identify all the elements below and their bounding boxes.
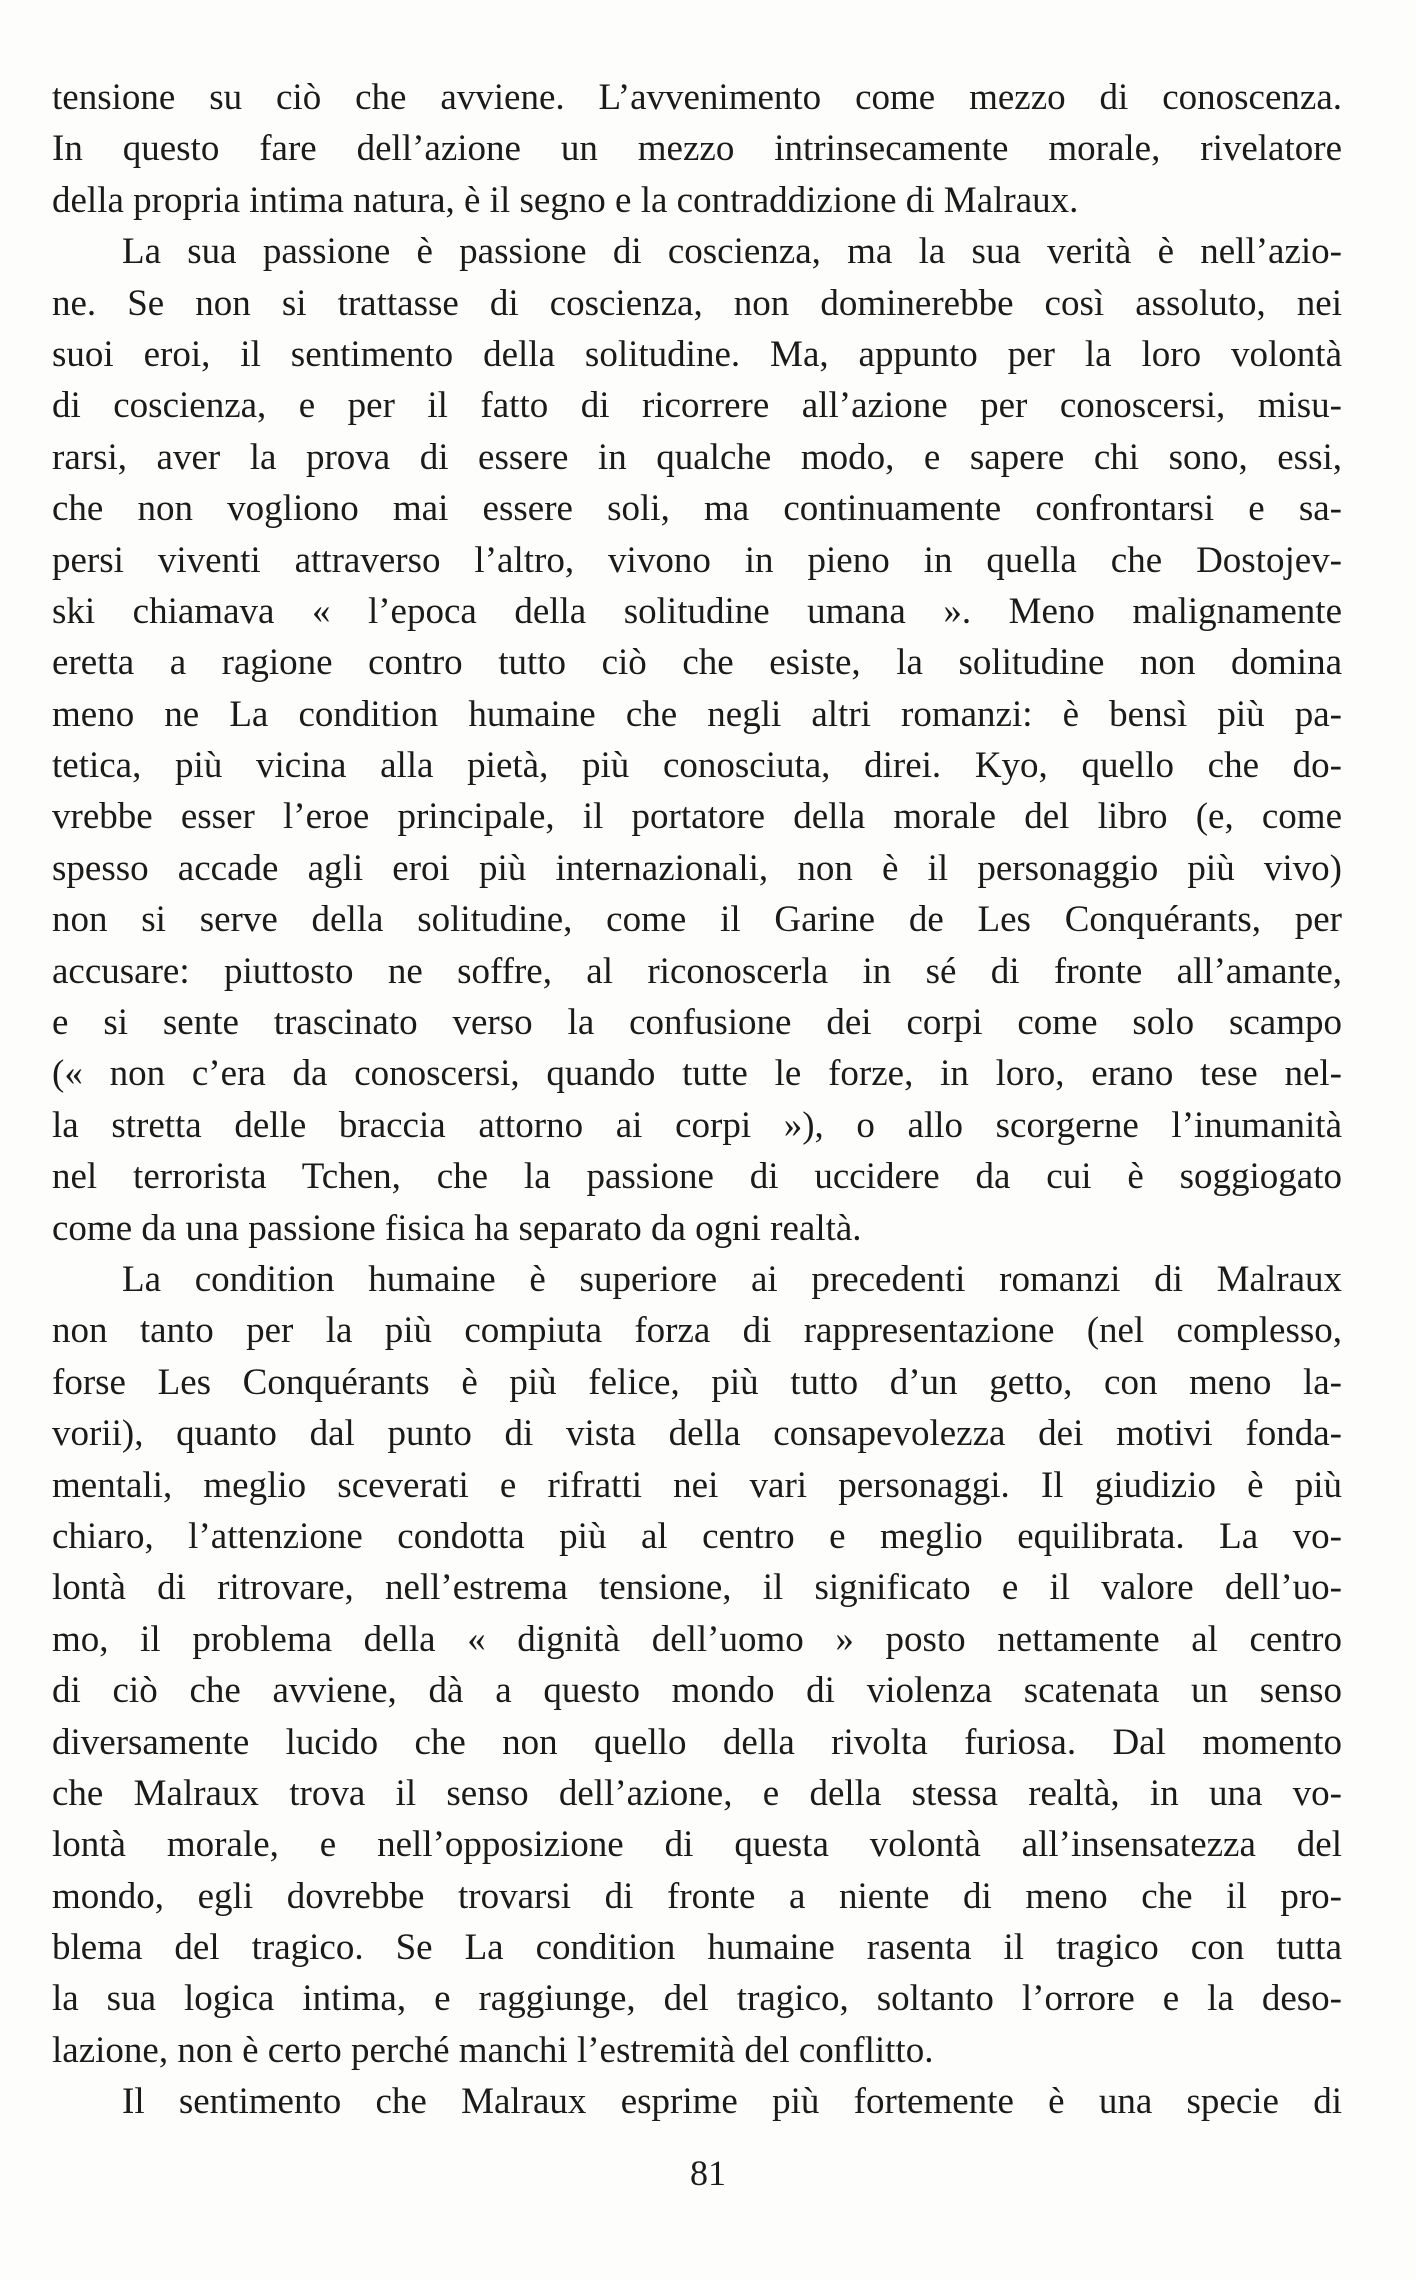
text-line: che non vogliono mai essere soli, ma continuamente confrontarsi e sa- bbox=[52, 488, 1342, 530]
text-line: non tanto per la più compiuta forza di rappresentazione (nel complesso, bbox=[52, 1310, 1342, 1352]
text-line: tetica, più vicina alla pietà, più conosciuta, direi. Kyo, quello che do- bbox=[52, 745, 1342, 787]
text-line: forse Les Conquérants è più felice, più tutto d’un getto, con meno la- bbox=[52, 1361, 1342, 1403]
text-line: come da una passione fisica ha separato da ogni realtà. bbox=[52, 1207, 862, 1249]
text-line: suoi eroi, il sentimento della solitudine. Ma, appunto per la loro volontà bbox=[52, 333, 1342, 375]
text-line: diversamente lucido che non quello della rivolta furiosa. Dal momento bbox=[52, 1721, 1342, 1763]
text-line: della propria intima natura, è il segno e la contraddizione di Malraux. bbox=[52, 179, 1079, 221]
page-number: 81 bbox=[690, 2153, 726, 2193]
text-line: che Malraux trova il senso dell’azione, e della stessa realtà, in una vo- bbox=[52, 1772, 1342, 1814]
text-line: mo, il problema della « dignità dell’uomo » posto nettamente al centro bbox=[52, 1618, 1342, 1660]
text-line: non si serve della solitudine, come il Garine de Les Conquérants, per bbox=[52, 899, 1342, 941]
text-line: mondo, egli dovrebbe trovarsi di fronte a niente di meno che il pro- bbox=[52, 1875, 1342, 1917]
text-line: chiaro, l’attenzione condotta più al centro e meglio equilibrata. La vo- bbox=[52, 1515, 1342, 1557]
text-line: blema del tragico. Se La condition humaine rasenta il tragico con tutta bbox=[52, 1927, 1342, 1969]
body-text bbox=[52, 72, 1342, 2128]
text-line: In questo fare dell’azione un mezzo intrinsecamente morale, rivelatore bbox=[52, 128, 1342, 170]
text-line: di ciò che avviene, dà a questo mondo di violenza scatenata un senso bbox=[52, 1670, 1342, 1712]
text-line: spesso accade agli eroi più internazionali, non è il personaggio più vivo) bbox=[52, 847, 1342, 889]
text-line: ne. Se non si trattasse di coscienza, non dominerebbe così assoluto, nei bbox=[52, 282, 1342, 324]
text-line: La condition humaine è superiore ai precedenti romanzi di Malraux bbox=[122, 1258, 1342, 1300]
text-line: Il sentimento che Malraux esprime più fortemente è una specie di bbox=[122, 2081, 1342, 2123]
text-line: nel terrorista Tchen, che la passione di uccidere da cui è soggiogato bbox=[52, 1156, 1342, 1198]
text-line: e si sente trascinato verso la confusione dei corpi come solo scampo bbox=[52, 1002, 1342, 1044]
text-line: mentali, meglio sceverati e rifratti nei vari personaggi. Il giudizio è più bbox=[52, 1464, 1342, 1506]
text-line: lazione, non è certo perché manchi l’estremità del conflitto. bbox=[52, 2029, 934, 2071]
text-line: rarsi, aver la prova di essere in qualche modo, e sapere chi sono, essi, bbox=[52, 436, 1342, 478]
text-line: vorii), quanto dal punto di vista della consapevolezza dei motivi fonda- bbox=[52, 1413, 1342, 1455]
text-line: vrebbe esser l’eroe principale, il portatore della morale del libro (e, come bbox=[52, 796, 1342, 838]
text-line: La sua passione è passione di coscienza, ma la sua verità è nell’azio- bbox=[122, 231, 1342, 273]
text-line: ski chiamava « l’epoca della solitudine umana ». Meno malignamente bbox=[52, 590, 1342, 632]
text-line: lontà morale, e nell’opposizione di questa volontà all’insensatezza del bbox=[52, 1824, 1342, 1866]
text-line: la stretta delle braccia attorno ai corpi »), o allo scorgerne l’inumanità bbox=[52, 1104, 1342, 1146]
text-line: tensione su ciò che avviene. L’avvenimento come mezzo di conoscenza. bbox=[52, 77, 1342, 118]
text-line: (« non c’era da conoscersi, quando tutte le forze, in loro, erano tese nel- bbox=[52, 1053, 1342, 1095]
text-line: persi viventi attraverso l’altro, vivono in pieno in quella che Dostojev- bbox=[52, 539, 1342, 581]
text-line: lontà di ritrovare, nell’estrema tensione, il significato e il valore dell’uo- bbox=[52, 1567, 1342, 1609]
text-line: la sua logica intima, e raggiunge, del tragico, soltanto l’orrore e la deso- bbox=[52, 1978, 1342, 2020]
text-line: di coscienza, e per il fatto di ricorrere all’azione per conoscersi, misu- bbox=[52, 385, 1342, 427]
text-line: eretta a ragione contro tutto ciò che esiste, la solitudine non domina bbox=[52, 642, 1342, 684]
text-line: meno ne La condition humaine che negli altri romanzi: è bensì più pa- bbox=[52, 693, 1342, 735]
text-line: accusare: piuttosto ne soffre, al riconoscerla in sé di fronte all’amante, bbox=[52, 950, 1342, 992]
